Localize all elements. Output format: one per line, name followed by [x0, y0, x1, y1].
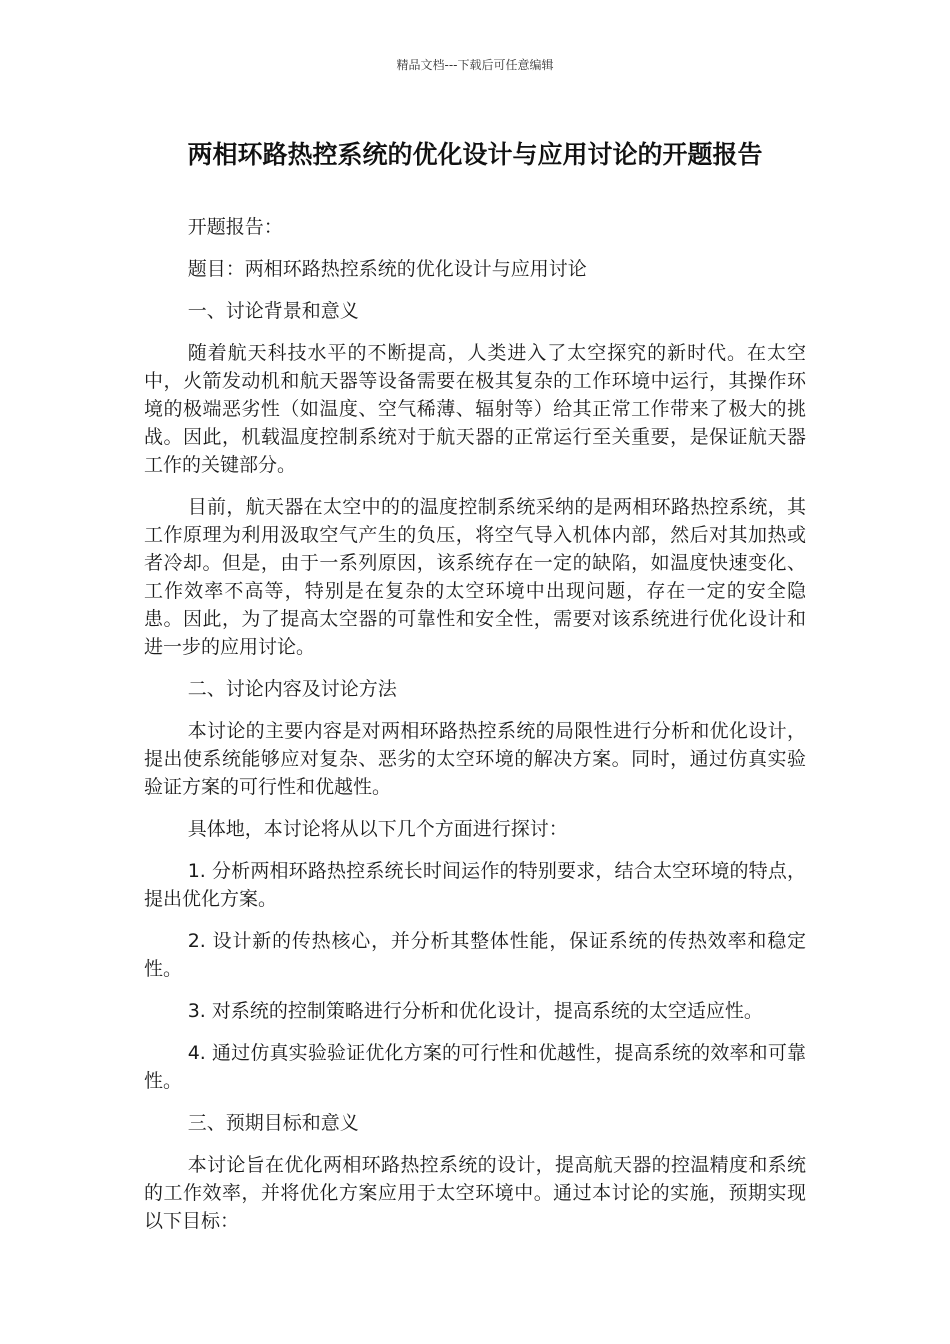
section-heading-2: 二、讨论内容及讨论方法: [187, 678, 397, 700]
paragraph-background: 随着航天科技水平的不断提高，人类进入了太空探究的新时代。在太空中，火箭发动机和航天器等设备需要在极其复杂的工作环境中运行，其操作环境的极端恶劣性（如温度、空气稀薄、辐射等）给其正常工作带来了极大的挑战。因此，机载温度控制系统对于航天器的正常运行至关重要，是保证航天器工作的关键部分。: [144, 342, 806, 476]
paragraph-specifics-intro: 具体地，本讨论将从以下几个方面进行探讨：: [187, 818, 568, 840]
section-heading-3: 三、预期目标和意义: [187, 1112, 359, 1134]
section-heading-1: 一、讨论背景和意义: [187, 300, 359, 322]
list-item-4: 4. 通过仿真实验验证优化方案的可行性和优越性，提高系统的效率和可靠性。: [144, 1042, 806, 1092]
paragraph-goals: 本讨论旨在优化两相环路热控系统的设计，提高航天器的控温精度和系统的工作效率，并将优化方案应用于太空环境中。通过本讨论的实施，预期实现以下目标：: [144, 1154, 806, 1232]
document-body: [144, 213, 806, 1249]
topic-line: 题目：两相环路热控系统的优化设计与应用讨论: [187, 258, 587, 280]
page-header-note: 精品文档---下载后可任意编辑: [396, 58, 554, 72]
list-item-1: 1. 分析两相环路热控系统长时间运作的特别要求，结合太空环境的特点，提出优化方案。: [144, 860, 806, 910]
report-label: 开题报告：: [187, 216, 283, 238]
list-item-3: 3. 对系统的控制策略进行分析和优化设计，提高系统的太空适应性。: [187, 1000, 763, 1022]
list-item-2: 2. 设计新的传热核心，并分析其整体性能，保证系统的传热效率和稳定性。: [144, 930, 806, 980]
paragraph-current-system: 目前，航天器在太空中的的温度控制系统采纳的是两相环路热控系统，其工作原理为利用汲取空气产生的负压，将空气导入机体内部，然后对其加热或者冷却。但是，由于一系列原因，该系统存在一定的缺陷，如温度快速变化、工作效率不高等，特别是在复杂的太空环境中出现问题，存在一定的安全隐患。因此，为了提高太空器的可靠性和安全性，需要对该系统进行优化设计和进一步的应用讨论。: [144, 496, 806, 658]
document-title: 两相环路热控系统的优化设计与应用讨论的开题报告: [187, 140, 763, 169]
paragraph-main-content: 本讨论的主要内容是对两相环路热控系统的局限性进行分析和优化设计，提出使系统能够应对复杂、恶劣的太空环境的解决方案。同时，通过仿真实验验证方案的可行性和优越性。: [144, 720, 806, 798]
